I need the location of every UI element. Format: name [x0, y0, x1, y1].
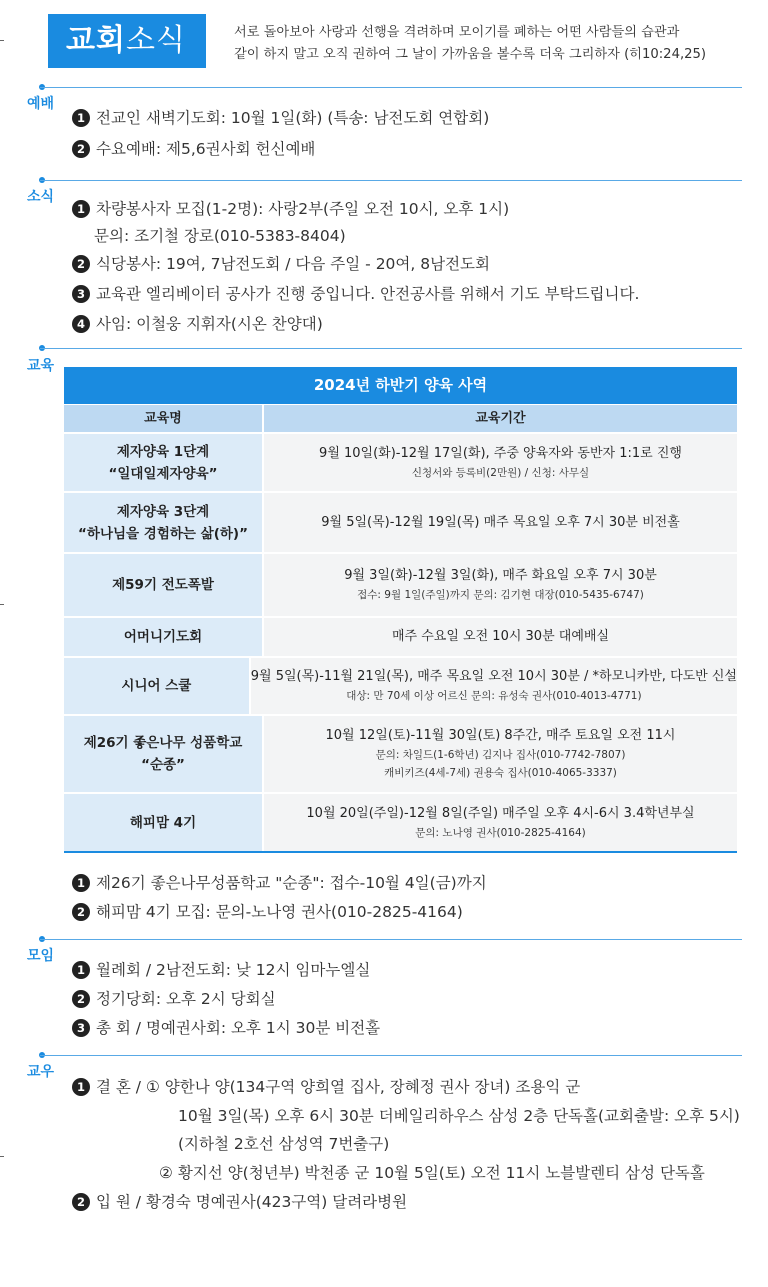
list-item [72, 1190, 407, 1212]
number-badge: 2 [72, 1193, 90, 1211]
margin-tick [0, 40, 4, 41]
period-note: 대상: 만 70세 이상 어르신 문의: 유성숙 권사(010-4013-4771) [346, 690, 642, 702]
section-divider [40, 939, 742, 940]
bible-verse [234, 22, 754, 66]
section-label-news: 소식 [27, 189, 55, 205]
number-badge: 2 [72, 903, 90, 921]
item-text: 정기당회: 오후 2시 당회실 [96, 990, 276, 1008]
number-badge: 2 [72, 990, 90, 1008]
period-text: 9월 5일(목)-12월 19일(목) 매주 목요일 오후 7시 30분 비전홀 [321, 514, 680, 530]
table-cell-period [264, 493, 737, 552]
course-name: 제자양육 1단계 [116, 443, 210, 460]
period-text: 9월 5일(목)-11월 21일(목), 매주 목요일 오전 10시 30분 / *하모니카반, 다도반 신설 [250, 669, 737, 684]
table-cell-name [64, 434, 264, 491]
list-item [72, 1075, 580, 1097]
section-divider [40, 180, 742, 181]
list-item [72, 252, 490, 274]
period-note: 신청서와 등록비(2만원) / 신청: 사무실 [411, 466, 590, 479]
number-badge: 3 [72, 1019, 90, 1037]
list-item [72, 282, 639, 304]
number-badge: 2 [72, 255, 90, 273]
section-divider [40, 348, 742, 349]
course-name: 제26기 좋은나무 성품학교 [83, 735, 243, 751]
list-item [72, 106, 489, 128]
item-continuation: (지하철 2호선 삼성역 7번출구) [178, 1135, 390, 1153]
section-divider [40, 87, 742, 88]
item-text: 해피맘 4기 모집: 문의-노나영 권사(010-2825-4164) [96, 903, 463, 921]
list-item [72, 137, 315, 159]
item-text: 교육관 엘리베이터 공사가 진행 중입니다. 안전공사를 위해서 기도 부탁드립니다. [96, 285, 640, 303]
number-badge: 4 [72, 315, 90, 333]
number-badge: 1 [72, 200, 90, 218]
page-title-bold: 교회 [66, 23, 126, 58]
item-continuation: ② 황지선 양(청년부) 박천종 군 10월 5일(토) 오전 11시 노블발렌티 삼성 단독홀 [159, 1164, 705, 1182]
table-row [64, 432, 737, 491]
course-name: 제자양육 3단계 [116, 503, 210, 520]
item-text: 수요예배: 제5,6권사회 헌신예배 [96, 140, 316, 158]
table-header-name: 교육명 [64, 404, 264, 432]
course-name: 어머니기도회 [123, 629, 203, 645]
page-title-light: 소식 [125, 23, 186, 58]
section-label-education: 교육 [27, 358, 55, 374]
table-header-period: 교육기간 [264, 404, 737, 432]
item-text: 전교인 새벽기도회: 10월 1일(화) (특송: 남전도회 연합회) [96, 109, 490, 127]
section-label-fellowship: 교우 [27, 1064, 55, 1080]
period-text: 9월 10일(화)-12월 17일(화), 주중 양육자와 동반자 1:1로 진행 [319, 445, 682, 461]
table-cell-name [64, 794, 264, 851]
list-item [72, 900, 463, 922]
course-name: 해피맘 4기 [129, 814, 197, 831]
table-row [64, 552, 737, 616]
table-cell-period [251, 658, 737, 714]
section-label-worship: 예배 [27, 96, 55, 112]
item-text: 식당봉사: 19여, 7남전도회 / 다음 주일 - 20여, 8남전도회 [96, 255, 490, 273]
item-text: 입 원 / 황경숙 명예권사(423구역) 달려라병원 [96, 1193, 408, 1211]
period-text: 10월 12일(토)-11월 30일(토) 8주간, 매주 토요일 오전 11시 [325, 728, 676, 743]
table-cell-period [264, 716, 737, 792]
table-cell-name [64, 658, 251, 714]
period-note: 캐비키즈(4세-7세) 권용숙 집사(010-4065-3337) [384, 767, 617, 779]
table-header-row [64, 404, 737, 432]
section-label-meeting: 모임 [27, 948, 55, 964]
item-text: 사임: 이철웅 지휘자(시온 찬양대) [96, 315, 323, 333]
item-text: 월례회 / 2남전도회: 낮 12시 임마누엘실 [96, 961, 371, 979]
table-cell-name [64, 618, 264, 656]
period-text: 9월 3일(화)-12월 3일(화), 매주 화요일 오후 7시 30분 [344, 568, 657, 583]
number-badge: 1 [72, 874, 90, 892]
list-item [72, 1016, 380, 1038]
period-note: 문의: 차일드(1-6학년) 김지나 집사(010-7742-7807) [375, 749, 626, 761]
list-item [72, 312, 323, 334]
course-subtitle: “순종” [141, 757, 185, 773]
course-subtitle: “하나님을 경험하는 삶(하)” [78, 525, 248, 542]
list-item [72, 197, 509, 219]
item-continuation: 문의: 조기철 장로(010-5383-8404) [94, 227, 346, 245]
table-cell-period [264, 794, 737, 851]
page-title [48, 14, 206, 68]
item-text: 결 혼 / ① 양한나 양(134구역 양희열 집사, 장혜정 권사 장녀) 조용익 군 [96, 1078, 581, 1096]
table-title: 2024년 하반기 양육 사역 [64, 367, 737, 404]
table-row [64, 616, 737, 656]
number-badge: 1 [72, 961, 90, 979]
period-note: 접수: 9월 1일(주일)까지 문의: 김기현 대장(010-5435-6747) [357, 589, 644, 601]
list-item [72, 871, 487, 893]
period-text: 10월 20일(주일)-12월 8일(주일) 매주일 오후 4시-6시 3.4학년부실 [306, 805, 695, 821]
verse-line-2: 같이 하지 말고 오직 권하여 그 날이 가까움을 볼수록 더욱 그리하자 (히10:24,25) [234, 47, 707, 62]
period-note: 문의: 노나영 권사(010-2825-4164) [415, 826, 586, 839]
table-row [64, 792, 737, 851]
table-cell-period [264, 618, 737, 656]
verse-line-1: 서로 돌아보아 사랑과 선행을 격려하며 모이기를 폐하는 어떤 사람들의 습관과 [234, 25, 680, 40]
course-subtitle: “일대일제자양육” [108, 465, 218, 482]
table-cell-period [264, 554, 737, 616]
table-cell-period [264, 434, 737, 491]
course-name: 제59기 전도폭발 [112, 577, 214, 593]
table-cell-name [64, 554, 264, 616]
list-item [72, 958, 370, 980]
number-badge: 1 [72, 1078, 90, 1096]
period-text: 매주 수요일 오전 10시 30분 대예배실 [392, 629, 609, 644]
item-continuation: 10월 3일(목) 오후 6시 30분 더베일리하우스 삼성 2층 단독홀(교회출발: 오후 5시) [178, 1107, 740, 1125]
education-table [64, 367, 737, 851]
course-name: 시니어 스쿨 [121, 678, 192, 694]
table-row [64, 714, 737, 792]
margin-tick [0, 1156, 4, 1157]
table-cell-name [64, 716, 264, 792]
number-badge: 3 [72, 285, 90, 303]
table-row [64, 491, 737, 552]
table-bottom-border [64, 851, 737, 853]
number-badge: 2 [72, 140, 90, 158]
item-text: 차량봉사자 모집(1-2명): 사랑2부(주일 오전 10시, 오후 1시) [96, 200, 510, 218]
section-divider [40, 1055, 742, 1056]
item-text: 제26기 좋은나무성품학교 "순종": 접수-10월 4일(금)까지 [96, 874, 487, 892]
table-row [64, 656, 737, 714]
list-item [72, 987, 276, 1009]
number-badge: 1 [72, 109, 90, 127]
margin-tick [0, 604, 4, 605]
item-text: 총 회 / 명예권사회: 오후 1시 30분 비전홀 [96, 1019, 381, 1037]
table-cell-name [64, 493, 264, 552]
